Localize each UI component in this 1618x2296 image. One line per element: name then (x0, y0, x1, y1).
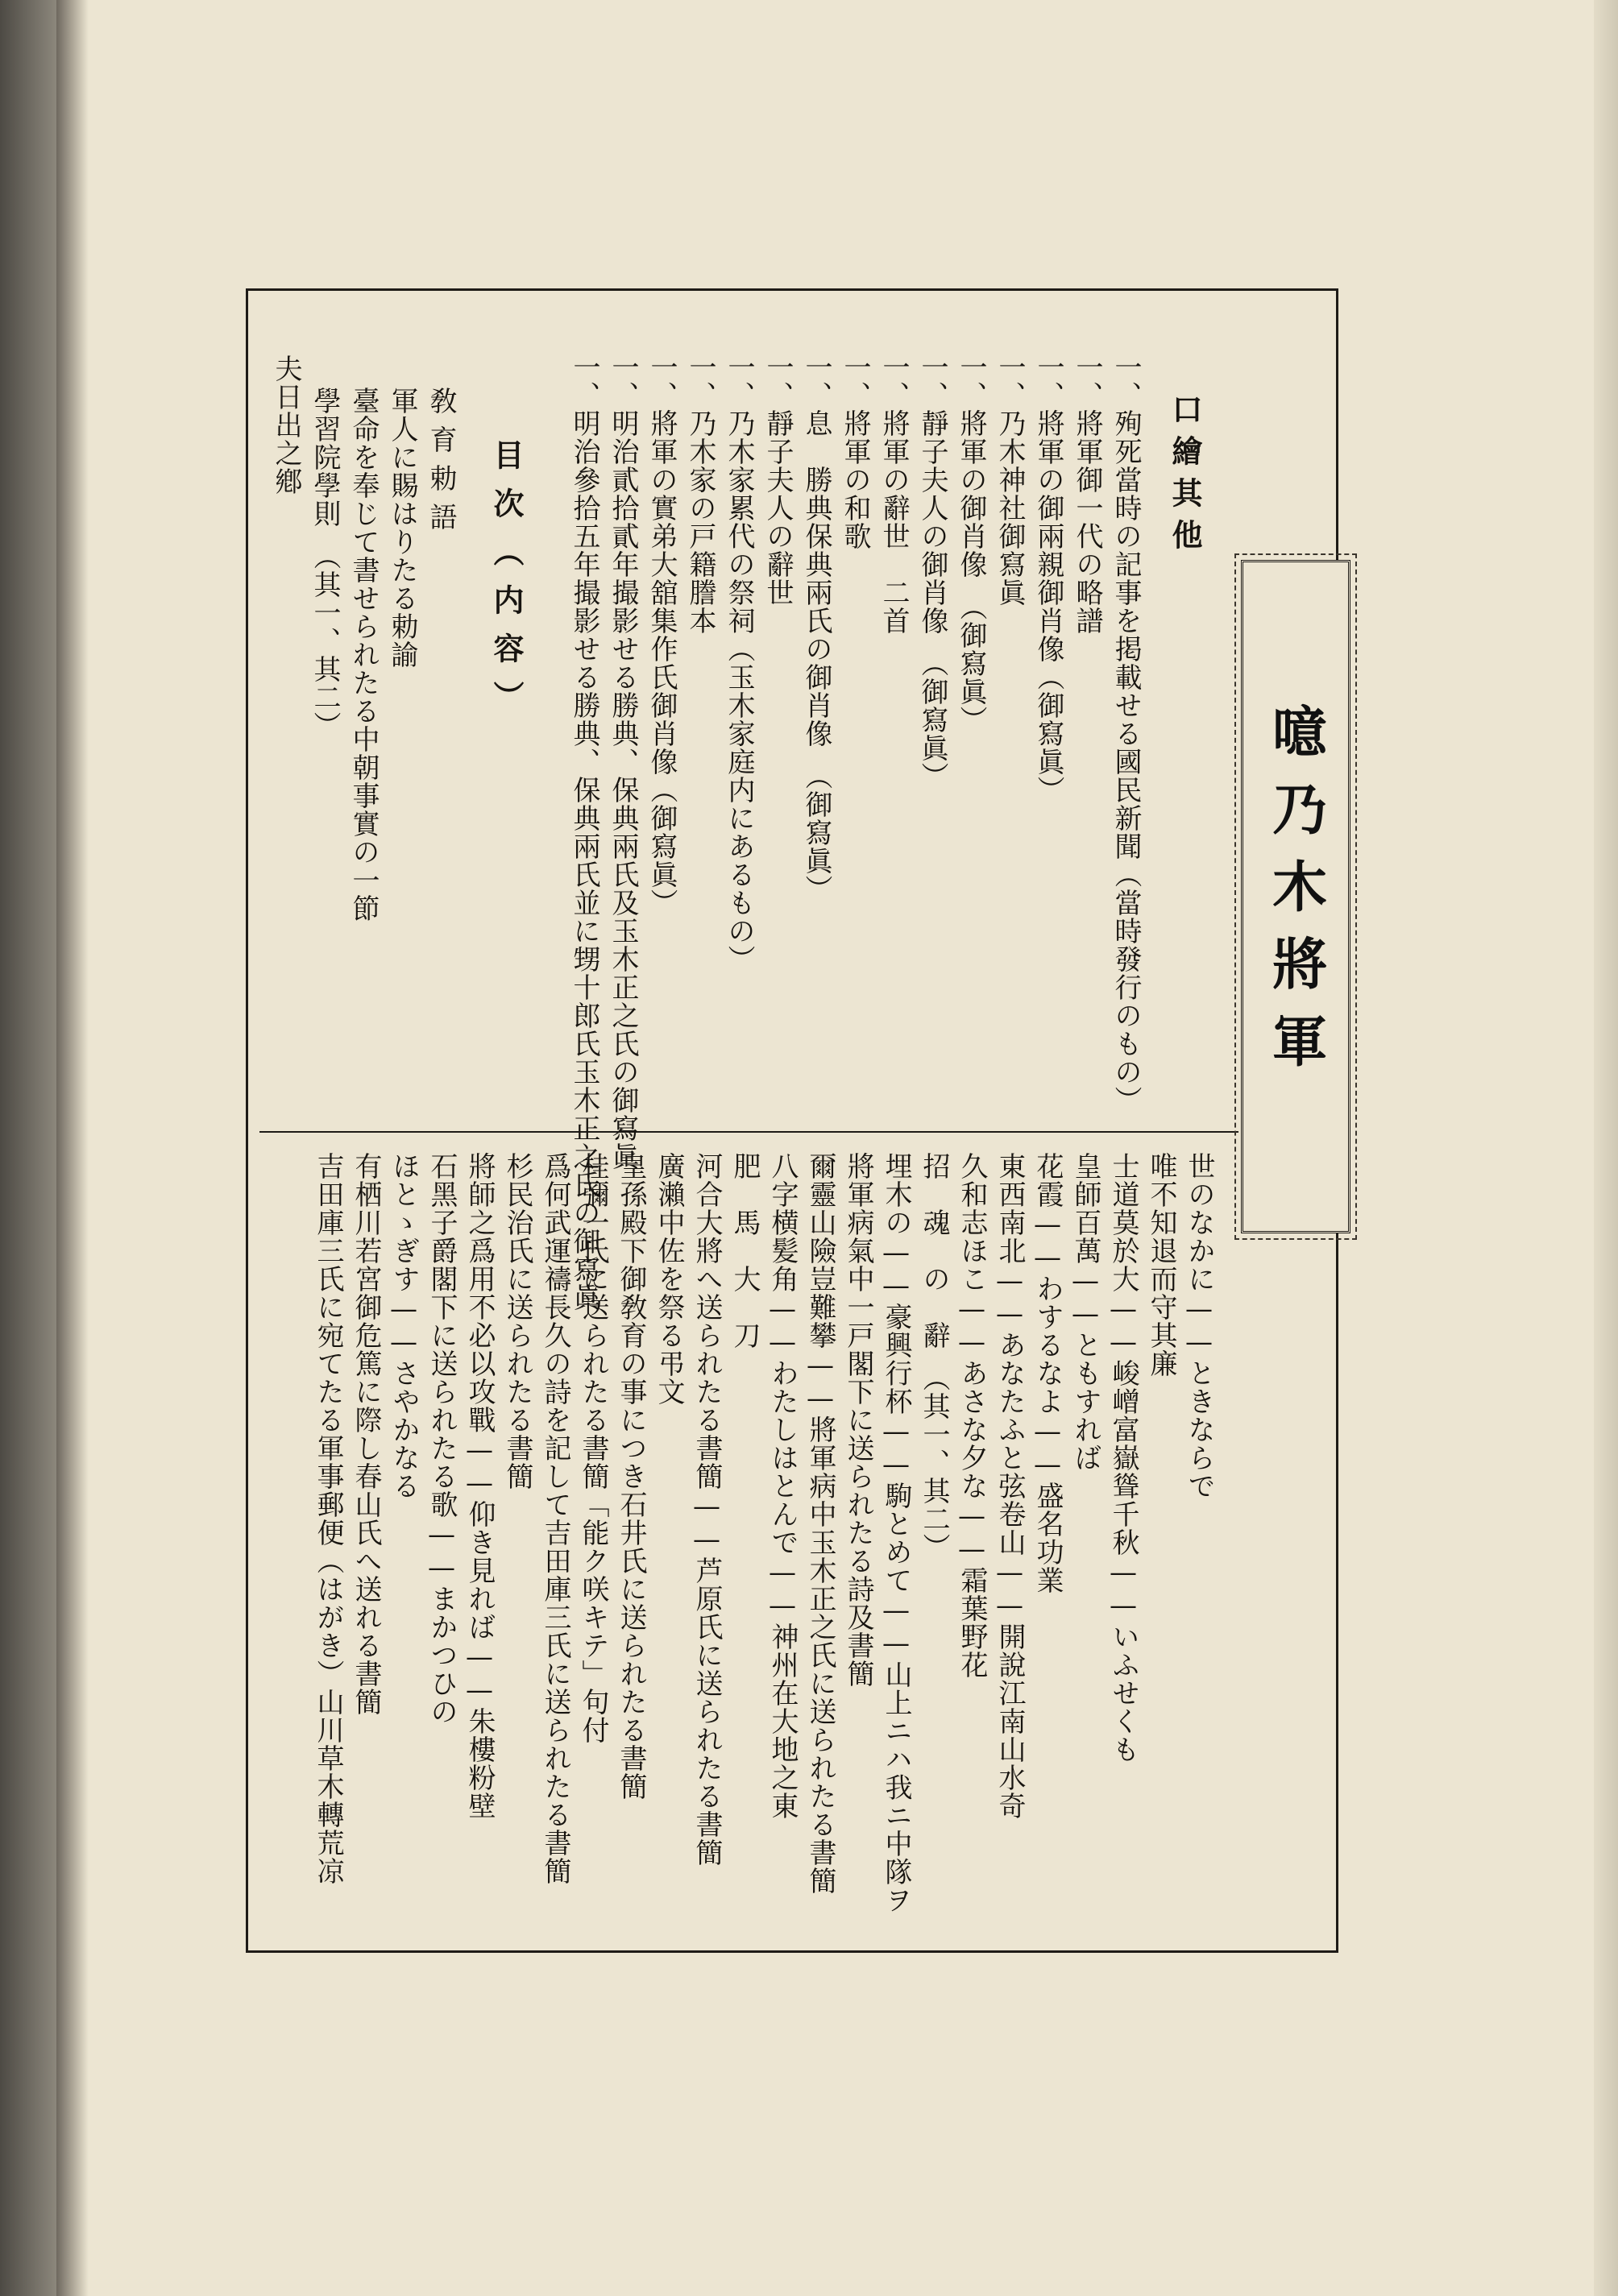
frontispiece-item: 一、將軍の御兩親御肖像（御寫眞） (1032, 353, 1064, 804)
contents-item: 石黑子爵閣下に送られたる歌——まかつひの (425, 1152, 458, 1726)
page-fore-edge (1594, 0, 1618, 2296)
contents-item: 花霞——わするなよ——盛名功業 (1031, 1152, 1064, 1594)
frontispiece-item: 一、靜子夫人の御肖像 （御寫眞） (916, 353, 948, 790)
frontispiece-item: 一、明治參拾五年撮影せる勝典、保典兩氏並に甥十郎氏玉木正之氏の御寫眞 (568, 353, 600, 1312)
contents-item: 將軍病氣中一戸閣下に送られたる詩及書簡 (842, 1152, 874, 1688)
section-divider (259, 1131, 1238, 1133)
contents-item: 東西南北——あなたふと弦卷山——開說江南山水奇 (994, 1152, 1026, 1820)
frontispiece-item: 一、乃木家の戸籍謄本 (684, 353, 716, 635)
frontispiece-item: 一、殉死當時の記事を掲載せる國民新聞（當時發行のもの） (1110, 353, 1142, 1114)
contents-item: 唯不知退而守其廉 (1145, 1152, 1177, 1378)
contents-item: 夫日出之鄕 (270, 354, 302, 495)
contents-heading: 目次（内容） (488, 439, 525, 729)
contents-item: 招 魂 の 辭 （其一、其二） (918, 1152, 950, 1561)
contents-item: 將師之爲用不必以攻戰——仰き見れば——朱樓粉壁 (463, 1152, 496, 1820)
contents-item: 皇師百萬——ともすれば (1069, 1152, 1101, 1472)
contents-item: 軍人に賜はりたる勅諭 (386, 387, 418, 669)
contents-item: 河合大將へ送られたる書簡——芦原氏に送られたる書簡 (691, 1152, 723, 1867)
contents-item: 爾靈山險豈難攀——將軍病中玉木正之氏に送られたる書簡 (804, 1152, 836, 1895)
contents-item: ほとゝぎす——さやかなる (388, 1152, 420, 1500)
contents-item: 吉田庫三氏に宛てたる軍事郵便（はがき）山川草木轉荒凉 (312, 1152, 344, 1885)
contents-item: 久和志ほこ——あさな夕な——霜葉野花 (956, 1152, 988, 1679)
frontispiece-item: 一、將軍御一代の略譜 (1071, 353, 1103, 635)
frontispiece-heading: 口繪其他 (1167, 393, 1203, 561)
frontispiece-item: 一、息 勝典保典兩氏の御肖像 （御寫眞） (800, 353, 832, 903)
contents-item: 敎育勅語 (425, 387, 457, 541)
contents-item: 肥 馬 大 刀 (728, 1152, 761, 1349)
frontispiece-item: 一、靜子夫人の辭世 (761, 353, 794, 607)
contents-item: 學習院學則 （其一、其二） (309, 387, 341, 740)
adjacent-page-edge (0, 0, 56, 2296)
frontispiece-item: 一、將軍の辭世 二首 (877, 353, 910, 635)
contents-item: 廣瀨中佐を祭る弔文 (653, 1152, 685, 1406)
contents-item: 皇孫殿下御敎育の事につき石井氏に送られたる書簡 (615, 1152, 647, 1801)
contents-item: 八字横髪角——わたしはとんで——神州在大地之東 (766, 1152, 799, 1820)
book-title: 噫乃木將軍 (1263, 703, 1328, 1090)
contents-item: 爲何武運禱長久の詩を記して吉田庫三氏に送られたる書簡 (539, 1152, 571, 1885)
frontispiece-item: 一、明治貳拾貳年撮影せる勝典、保典兩氏及玉木正之氏の御寫眞 (607, 353, 639, 1171)
frontispiece-item: 一、將軍の實弟大舘集作氏御肖像（御寫眞） (645, 353, 678, 917)
contents-item: 世のなかに——ときならで (1183, 1152, 1215, 1500)
contents-item: 有栖川若宮御危篤に際し春山氏へ送れる書簡 (350, 1152, 382, 1716)
frontispiece-item: 一、乃木家累代の祭祠（玉木家庭内にあるもの） (723, 353, 755, 973)
title-cartouche (1241, 560, 1350, 1233)
contents-item: 臺命を奉じて書せられたる中朝事實の一節 (347, 387, 380, 922)
contents-item: 士道莫於大——峻嶒富嶽聳千秋——いふせくも (1107, 1152, 1139, 1763)
contents-item: 埋木の——豪興行杯——駒とめて——山上ニハ我ニ中隊ヲ (880, 1152, 912, 1914)
frontispiece-item: 一、將軍の御肖像 （御寫眞） (955, 353, 987, 734)
frontispiece-item: 一、將軍の和歌 (839, 353, 871, 550)
contents-item: 杉民治氏に送られたる書簡 (501, 1152, 533, 1490)
frontispiece-item: 一、乃木神社御寫眞 (994, 353, 1026, 607)
contents-item: 桂彌一氏に送られたる書簡「能ク咲キテ」句付 (577, 1152, 609, 1744)
page-gutter-shadow (56, 0, 89, 2296)
